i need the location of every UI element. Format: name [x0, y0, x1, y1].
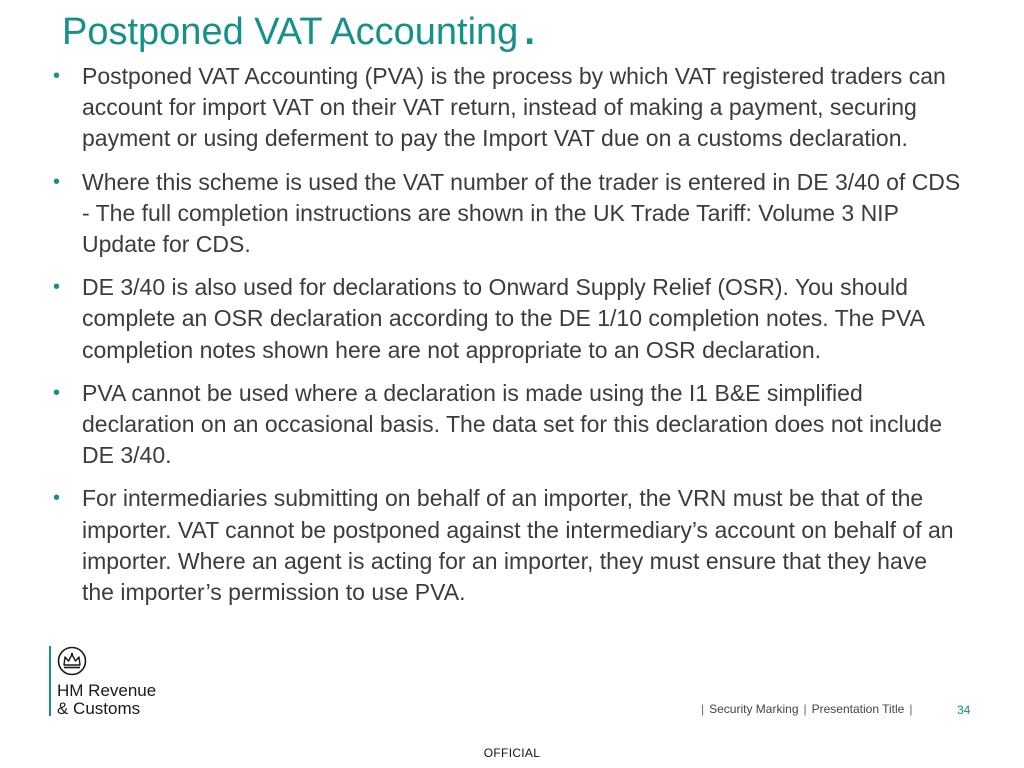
footer	[696, 702, 917, 716]
bullet-item	[50, 378, 965, 472]
bullet-text: For intermediaries submitting on behalf of an importer, the VRN must be that of the importer. VAT cannot be postponed against the intermediary’s account on behalf of an importer. Where an agent is acting for an importer, they must ensure that they have the importer’s permission to use PVA.	[82, 485, 954, 606]
bullet-marker: •	[53, 65, 61, 87]
classification-label: OFFICIAL	[483, 746, 541, 760]
footer-separator: |	[909, 702, 913, 716]
bullet-marker: •	[53, 381, 61, 404]
security-marking: Security Marking	[709, 702, 799, 716]
logo-rule	[49, 646, 51, 716]
slide-title	[62, 8, 535, 56]
bullet-item	[50, 61, 965, 155]
logo-line-customs: & Customs	[57, 699, 141, 718]
bullet-text: DE 3/40 is also used for declarations to Onward Supply Relief (OSR). You should complete an OSR declaration according to the DE 1/10 completion notes. The PVA completion notes shown here are not appropriate to an OSR declaration.	[82, 274, 924, 363]
bullet-marker: •	[53, 276, 61, 299]
presentation-title: Presentation Title	[811, 702, 905, 716]
bullet-list	[50, 61, 965, 620]
title-dot: .	[524, 11, 535, 53]
page-number: 34	[957, 703, 971, 717]
bullet-item	[50, 167, 965, 261]
bullet-text: Where this scheme is used the VAT number of the trader is entered in DE 3/40 of CDS - The full completion instructions are shown in the UK Trade Tariff: Volume 3 NIP Update for CDS.	[82, 168, 961, 258]
bullet-marker: •	[53, 487, 61, 510]
bullet-marker: •	[53, 170, 61, 193]
footer-separator: |	[803, 702, 807, 716]
hmrc-logo	[49, 646, 189, 718]
bullet-text: Postponed VAT Accounting (PVA) is the process by which VAT registered traders can account for import VAT on their VAT return, instead of making a payment, securing payment or using deferment to pay the Import VAT due on a customs declaration.	[82, 63, 946, 152]
logo-line-hm-revenue: HM Revenue	[57, 681, 157, 700]
crown-crest-icon	[57, 646, 87, 676]
bullet-text: PVA cannot be used where a declaration is made using the I1 B&E simplified declaration on an occasional basis. The data set for this declaration does not include DE 3/40.	[82, 379, 943, 469]
bullet-item	[50, 272, 965, 366]
slide-title-text: Postponed VAT Accounting	[62, 11, 519, 53]
footer-separator: |	[701, 702, 705, 716]
bullet-item	[50, 483, 965, 608]
